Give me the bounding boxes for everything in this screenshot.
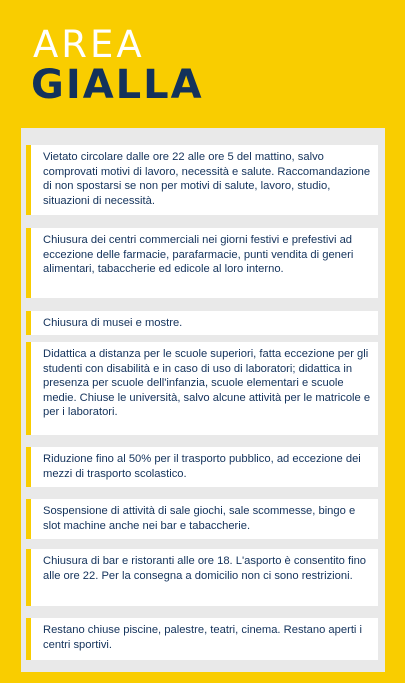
rule-text: Chiusura di musei e mostre. — [43, 317, 183, 329]
rule-card-curfew — [26, 145, 378, 215]
title-area: AREA — [33, 23, 145, 66]
rule-text: Vietato circolare dalle ore 22 alle ore 5 del mattino, salvo comprovati motivi di lavoro, necessità e salute. Raccomandazione di non spostarsi se non per motivi di salute, lavoro, studio, situazioni di necessità. — [43, 151, 371, 207]
rule-text: Restano chiuse piscine, palestre, teatri, cinema. Restano aperti i centri sportivi. — [43, 624, 363, 651]
rule-text: Sospensione di attività di sale giochi, sale scommesse, bingo e slot machine anche nei bar e tabaccherie. — [43, 505, 356, 532]
rule-text: Chiusura di bar e ristoranti alle ore 18. L'asporto è consentito fino alle ore 22. Per la consegna a domicilio non ci sono restrizioni. — [43, 555, 367, 582]
rule-text: Didattica a distanza per le scuole superiori, fatta eccezione per gli studenti con disabilità e in caso di uso di laboratori; didattica in presenza per scuole dell'infanzia, scuole elementari e scuole medie. Chiuse le università, salvo alcune attività per le matricole e per i laboratori. — [43, 348, 371, 418]
title-gialla: GIALLA — [31, 62, 204, 108]
rule-card-transport — [26, 447, 378, 487]
rule-card-schools — [26, 342, 378, 435]
rule-card-bars-restaurants — [26, 549, 378, 606]
rule-card-shopping-centers — [26, 228, 378, 298]
rule-card-sports — [26, 618, 378, 660]
rule-card-gaming — [26, 499, 378, 539]
rule-text: Riduzione fino al 50% per il trasporto pubblico, ad eccezione dei mezzi di trasporto scolastico. — [43, 453, 361, 480]
rule-card-museums — [26, 311, 378, 335]
rule-text: Chiusura dei centri commerciali nei giorni festivi e prefestivi ad eccezione delle farmacie, parafarmacie, punti vendita di generi alimentari, tabaccherie ed edicole al loro interno. — [43, 234, 354, 275]
